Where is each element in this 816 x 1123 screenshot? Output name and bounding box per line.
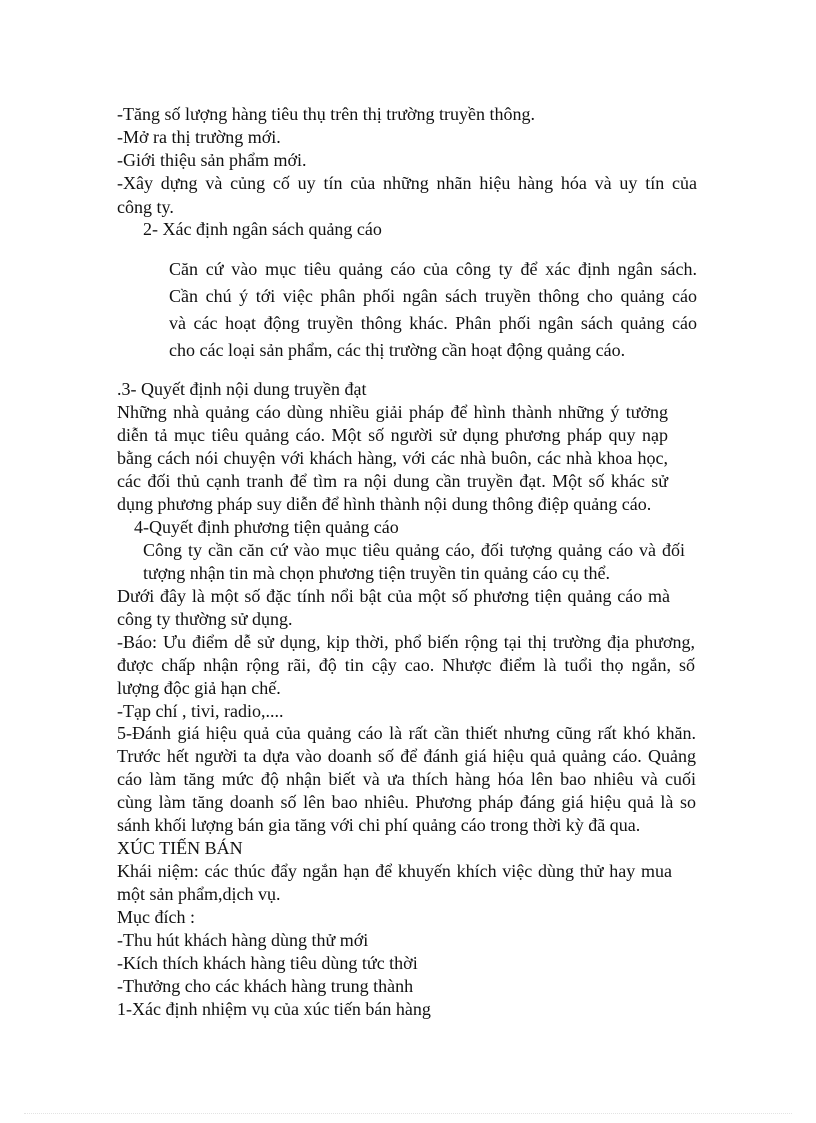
section-heading: 5-Đánh giá hiệu quả của quảng cáo là rất cần thiết nhưng cũng rất khó khăn. (117, 723, 696, 743)
text-line: -Tăng số lượng hàng tiêu thụ trên thị trường truyền thông. (117, 104, 535, 124)
list-item: -Thu hút khách hàng dùng thử mới (117, 930, 369, 950)
text-line: dụng phương pháp suy diễn để hình thành nội dung thông điệp quảng cáo. (117, 494, 652, 514)
section-heading: 4-Quyết định phương tiện quảng cáo (134, 517, 399, 537)
text-line: -Tạp chí , tivi, radio,.... (117, 701, 284, 721)
text-line: Những nhà quảng cáo dùng nhiều giải pháp để hình thành những ý tưởng (117, 402, 668, 422)
text-line: cho các loại sản phẩm, các thị trường cần hoạt động quảng cáo. (169, 340, 626, 360)
text-line: Mục đích : (117, 907, 195, 927)
text-line: Căn cứ vào mục tiêu quảng cáo của công ty để xác định ngân sách. (169, 259, 697, 279)
list-item: -Kích thích khách hàng tiêu dùng tức thời (117, 953, 418, 973)
text-line: -Giới thiệu sản phẩm mới. (117, 150, 307, 170)
section-heading: 2- Xác định ngân sách quảng cáo (143, 219, 382, 239)
text-line: Dưới đây là một số đặc tính nổi bật của một số phương tiện quảng cáo mà (117, 586, 670, 606)
text-line: công ty. (117, 197, 174, 217)
list-item: -Thưởng cho các khách hàng trung thành (117, 976, 414, 996)
section-heading: 1-Xác định nhiệm vụ của xúc tiến bán hàng (117, 999, 431, 1019)
text-line: tượng nhận tin mà chọn phương tiện truyền tin quảng cáo cụ thể. (143, 563, 610, 583)
text-line: Công ty cần căn cứ vào mục tiêu quảng cáo, đối tượng quảng cáo và đối (143, 540, 685, 560)
text-line: cùng làm tăng doanh số lên bao nhiêu. Phương pháp đáng giá hiệu quả là so (117, 792, 696, 812)
text-line: diễn tả mục tiêu quảng cáo. Một số người sử dụng phương pháp quy nạp (117, 425, 668, 445)
text-line: -Mở ra thị trường mới. (117, 127, 281, 147)
text-line: Cần chú ý tới việc phân phối ngân sách truyền thông cho quảng cáo (169, 286, 697, 306)
text-line: lượng độc giả hạn chế. (117, 678, 281, 698)
text-line: và các hoạt động truyền thông khác. Phân phối ngân sách quảng cáo (169, 313, 697, 333)
text-line: bằng cách nói chuyện với khách hàng, với các nhà buôn, các nhà khoa học, (117, 448, 668, 468)
text-line: Khái niệm: các thúc đẩy ngắn hạn để khuyến khích việc dùng thử hay mua (117, 861, 672, 881)
text-line: một sản phẩm,dịch vụ. (117, 884, 281, 904)
text-line: -Xây dựng và củng cố uy tín của những nhãn hiệu hàng hóa và uy tín của (117, 173, 697, 193)
text-line: được chấp nhận rộng rãi, độ tin cậy cao. Nhược điểm là tuổi thọ ngắn, số (117, 655, 695, 675)
page-bottom-divider (24, 1113, 792, 1114)
text-line: -Báo: Ưu điểm dễ sử dụng, kịp thời, phổ biến rộng tại thị trường địa phương, (117, 632, 695, 652)
text-line: cáo làm tăng mức độ nhận biết và ưa thích hàng hóa lên bao nhiêu và cuối (117, 769, 696, 789)
text-line: sánh khối lượng bán gia tăng với chi phí quảng cáo trong thời kỳ đã qua. (117, 815, 641, 835)
text-line: công ty thường sử dụng. (117, 609, 293, 629)
text-line: các đối thủ cạnh tranh để tìm ra nội dung cần truyền đạt. Một số khác sử (117, 471, 668, 491)
section-heading: XÚC TIẾN BÁN (117, 838, 243, 858)
section-heading: .3- Quyết định nội dung truyền đạt (117, 379, 367, 399)
text-line: Trước hết người ta dựa vào doanh số để đánh giá hiệu quả quảng cáo. Quảng (117, 746, 696, 766)
